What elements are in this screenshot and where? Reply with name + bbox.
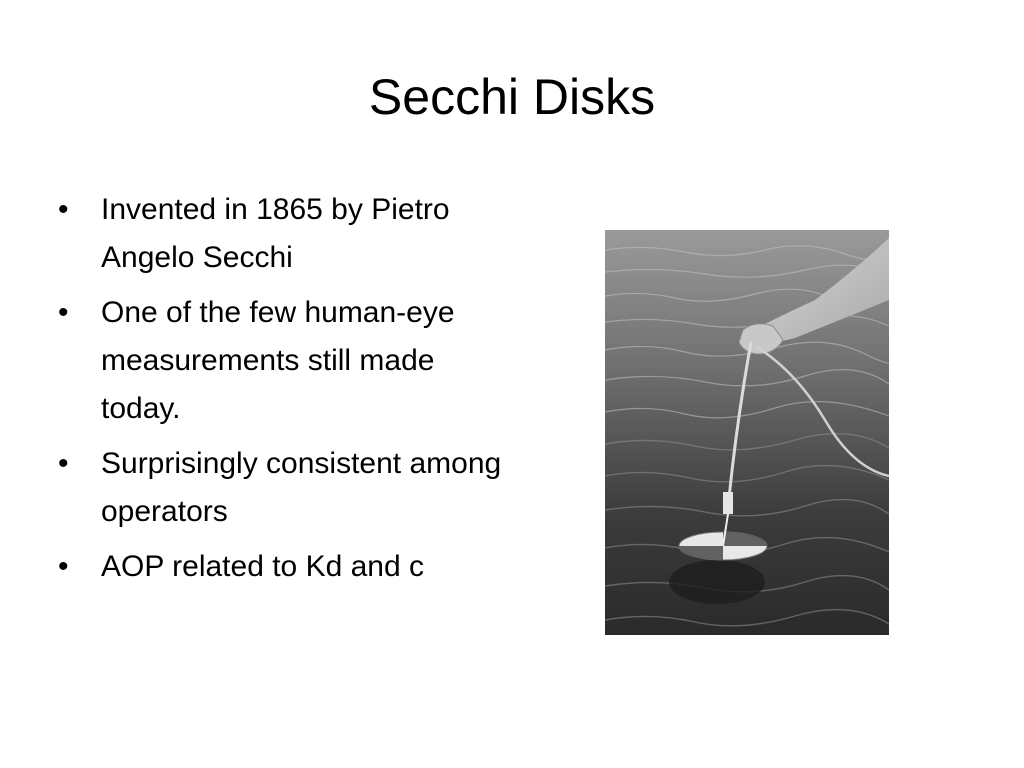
bullet-item <box>56 186 506 282</box>
bullet-icon: • <box>58 447 69 480</box>
bullet-text: One of the few human-eye measurements still made today. <box>101 296 455 425</box>
bullet-item <box>56 543 506 591</box>
bullet-icon: • <box>58 550 69 583</box>
slide-title: Secchi Disks <box>368 69 656 125</box>
bullet-item <box>56 440 506 536</box>
bullet-list <box>56 186 506 598</box>
bullet-text: AOP related to Kd and c <box>101 550 424 583</box>
bullet-item <box>56 289 506 433</box>
bullet-text: Invented in 1865 by Pietro Angelo Secchi <box>101 193 450 274</box>
bullet-icon: • <box>58 193 69 226</box>
secchi-disk-photo <box>605 230 889 635</box>
bullet-icon: • <box>58 296 69 329</box>
bullet-text: Surprisingly consistent among operators <box>101 447 502 528</box>
secchi-disk-photo-icon <box>605 230 889 635</box>
